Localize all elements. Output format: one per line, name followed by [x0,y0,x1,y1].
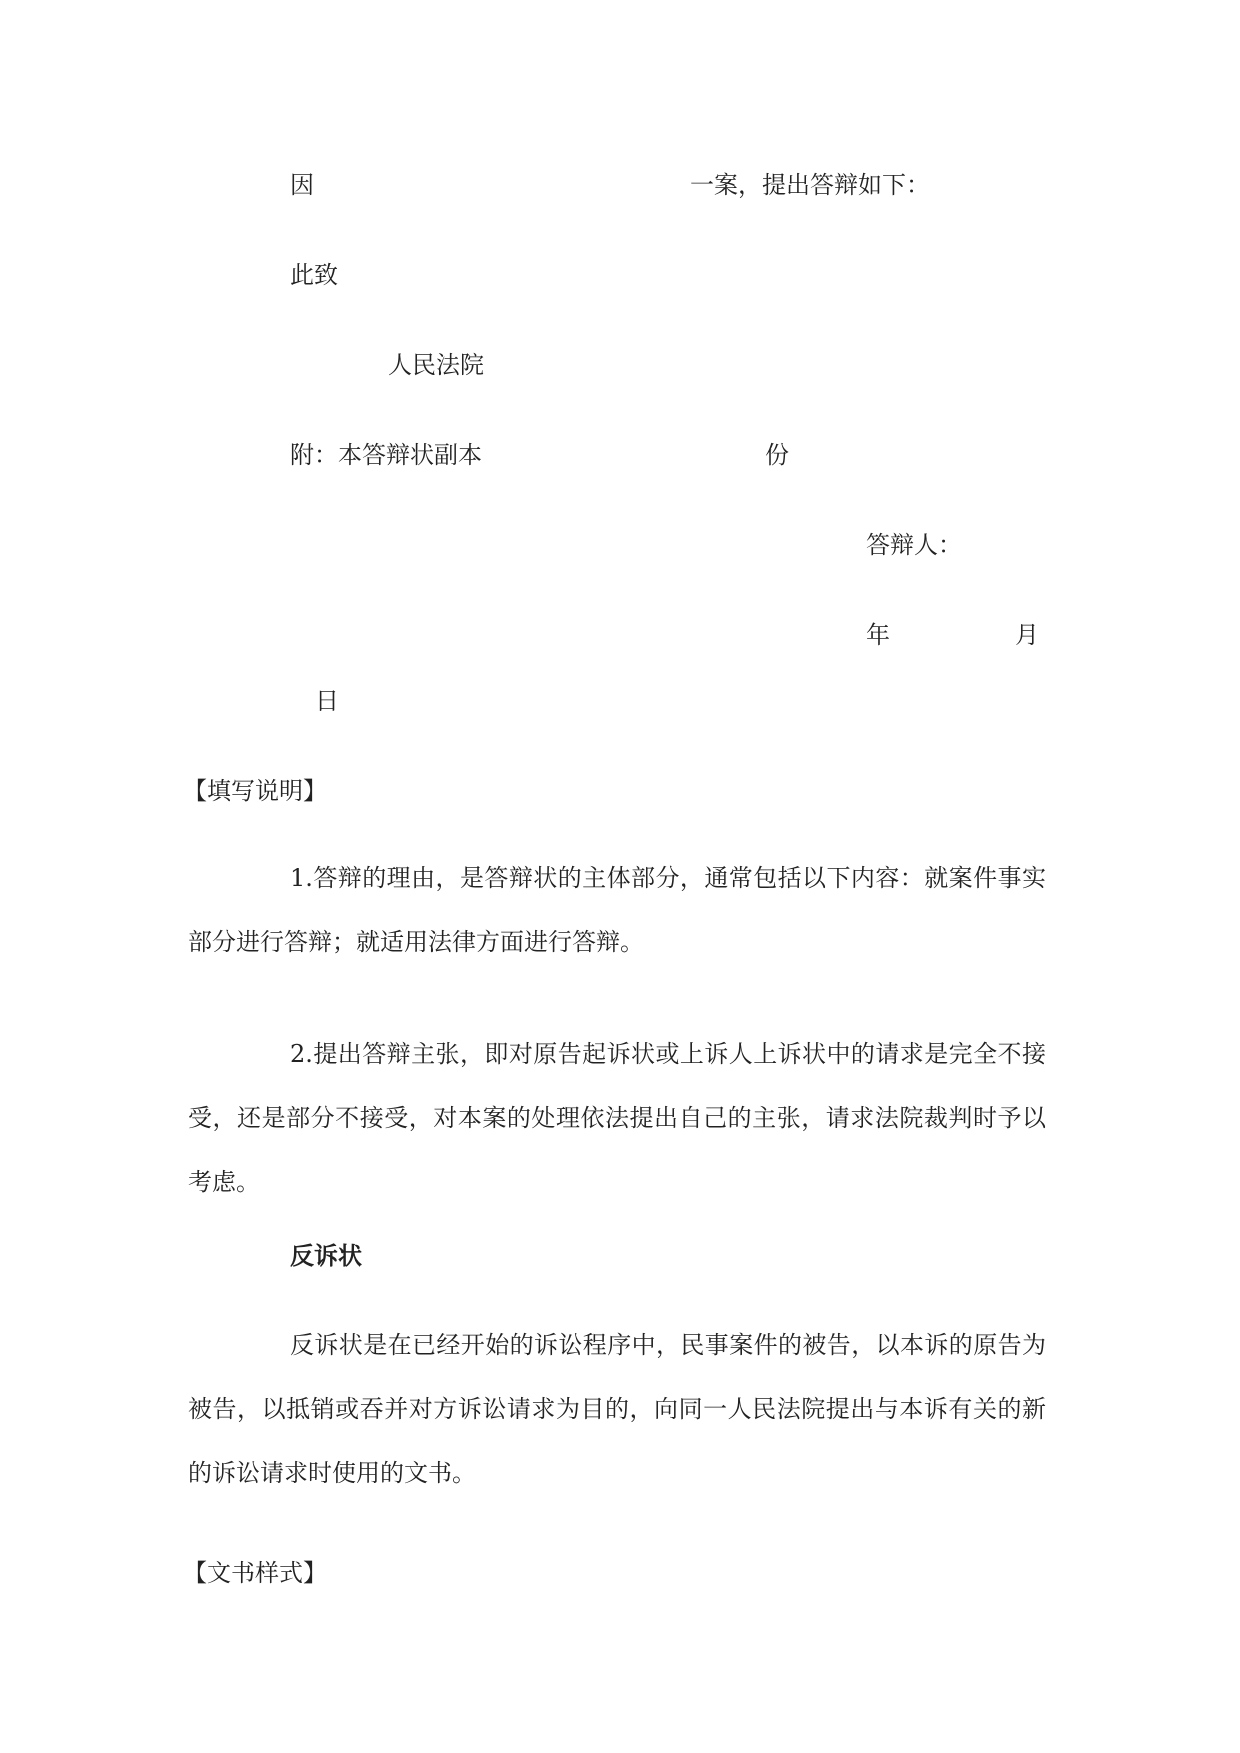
counterclaim-title: 反诉状 [290,1242,362,1270]
case-prefix: 因 [290,171,314,199]
instructions-heading: 【填写说明】 [183,777,327,805]
salutation: 此致 [290,261,338,289]
respondent-label: 答辩人： [866,531,962,559]
day-label: 日 [315,687,339,715]
format-heading: 【文书样式】 [183,1559,327,1587]
attachment-suffix: 份 [765,441,789,469]
case-suffix: 一案，提出答辩如下： [690,171,930,199]
attachment-prefix: 附：本答辩状副本 [290,441,482,469]
counterclaim-description: 反诉状是在已经开始的诉讼程序中，民事案件的被告，以本诉的原告为被告，以抵销或吞并对方诉讼请求为目的，向同一人民法院提出与本诉有关的新的诉讼请求时使用的文书。 [188,1331,1046,1487]
court-name: 人民法院 [388,351,484,379]
month-label: 月 [1015,621,1039,649]
instruction-item-2: 2.提出答辩主张，即对原告起诉状或上诉人上诉状中的请求是完全不接受，还是部分不接受，对本案的处理依法提出自己的主张，请求法院裁判时予以考虑。 [188,1040,1046,1196]
year-label: 年 [866,621,890,649]
instruction-item-1: 1.答辩的理由，是答辩状的主体部分，通常包括以下内容：就案件事实部分进行答辩；就适用法律方面进行答辩。 [188,864,1046,956]
